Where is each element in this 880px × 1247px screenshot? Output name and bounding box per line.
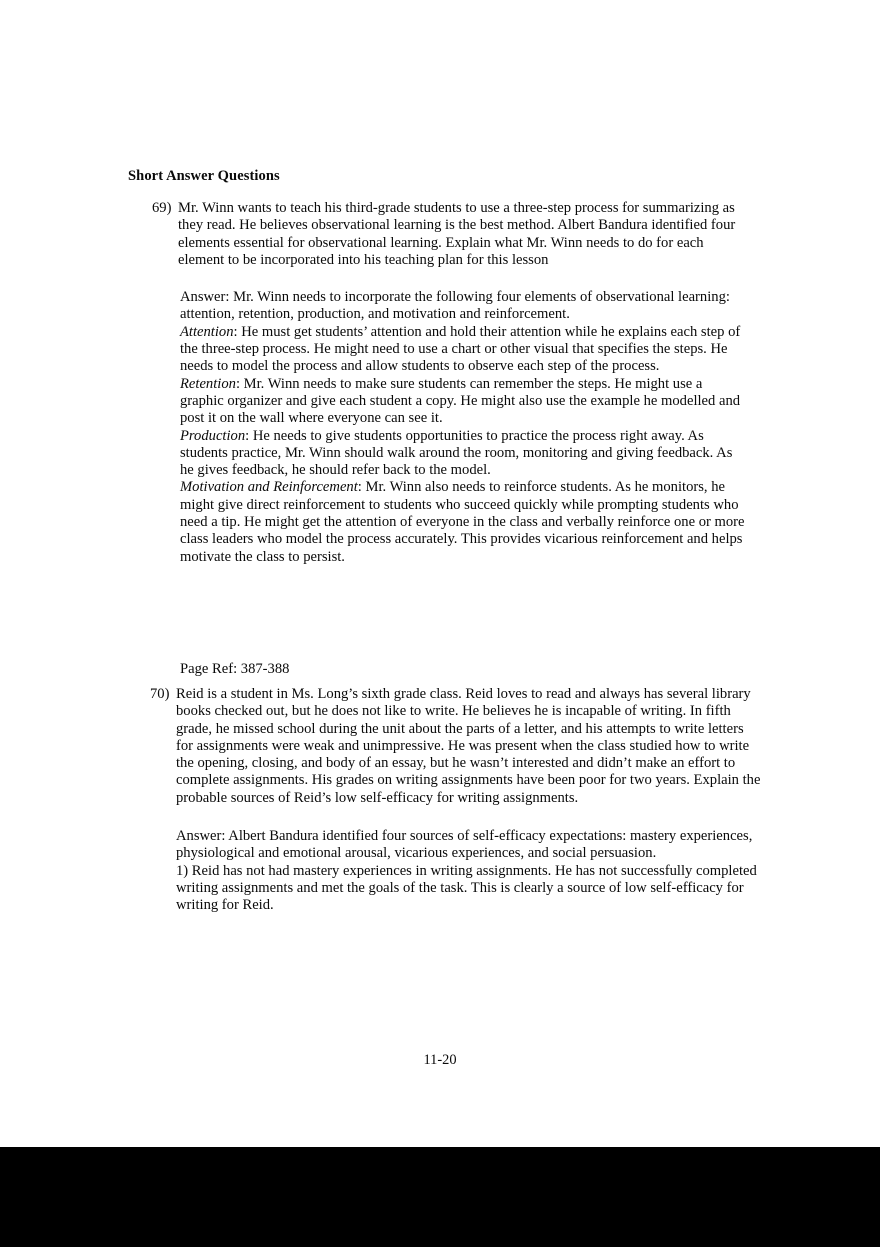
element-text-retention: : Mr. Winn needs to make sure students can remember the steps. He might use a <box>235 375 703 392</box>
answer-point-1: 1) Reid has not had mastery experiences in writing assignments. He has not successfully completed writing assignments and met the goals of the task. This is clearly a source of low self-efficacy for writing for Reid. <box>176 862 757 914</box>
answer-block <box>180 289 746 566</box>
question-row <box>150 686 761 915</box>
question-block-69 <box>152 200 752 566</box>
element-term-attention: Attention <box>180 323 234 340</box>
question-body <box>178 200 752 566</box>
question-number: 70) <box>150 686 170 702</box>
page-footer: 11-20 <box>423 1052 457 1068</box>
question-prompt: Mr. Winn wants to teach his third-grade students to use a three-step process for summarizing as they read. He believes observational learning is the best method. Albert Bandura identified four elements essential for observational learning. Explain what Mr. Winn needs to do for each element to be incorporated into his teaching plan for this lesson <box>178 200 736 268</box>
answer-element-retention <box>180 376 746 428</box>
element-text-attention: : He must get students’ attention and hold their attention while he explains each step of the three-step process. He might need to use a chart or other visual that specifies the steps. He needs to model the process and allow students to observe each step of the process. <box>180 323 741 375</box>
question-body <box>176 686 766 915</box>
question-block-70 <box>150 686 761 915</box>
section-heading: Short Answer Questions <box>128 168 280 184</box>
element-text-retention-continuation: graphic organizer and give each student a copy. He might also use the example he modelled and post it on the wall where everyone can see it. <box>180 392 741 427</box>
answer-block <box>176 828 766 914</box>
element-text-production: : He needs to give students opportunities to practice the process right away. As students practice, Mr. Winn should walk around the room, monitoring and giving feedback. As he gives feedback, he should refer back to the model. <box>180 427 733 479</box>
element-term-production: Production <box>180 427 246 444</box>
answer-element-attention <box>180 324 746 376</box>
element-text-motivation: : Mr. Winn also needs to reinforce students. As he monitors, he might give direct reinforcement to students who succeed quickly while prompting students who need a tip. He might get the attention of everyone in the class and verbally reinforce one or more class leaders who model the process accurately. This provides vicarious reinforcement and helps motivate the class to persist. <box>180 479 745 565</box>
bottom-black-band <box>0 1147 880 1247</box>
question-number: 69) <box>152 200 172 216</box>
answer-intro: Answer: Mr. Winn needs to incorporate the following four elements of observational learning: attention, retention, production, and motivation and reinforcement. <box>180 289 730 323</box>
question-row <box>152 200 752 566</box>
answer-intro: Answer: Albert Bandura identified four sources of self-efficacy expectations: mastery experiences, physiological and emotional arousal, vicarious experiences, and social persuasion. <box>176 828 753 862</box>
answer-element-motivation <box>180 479 746 565</box>
page-reference: Page Ref: 387-388 <box>180 661 290 677</box>
answer-element-production <box>180 428 746 480</box>
question-prompt: Reid is a student in Ms. Long’s sixth grade class. Reid loves to read and always has several library books checked out, but he does not like to write. He believes he is incapable of writing. In fifth grade, he missed school during the unit about the parts of a letter, and his attempts to write letters for assignments were weak and unimpressive. He was present when the class studied how to write the opening, closing, and body of an essay, but he wasn’t interested and didn’t make an effort to complete assignments. His grades on writing assignments have been poor for two years. Explain the probable sources of Reid’s low self-efficacy for writing assignments. <box>176 686 761 806</box>
element-term-retention: Retention <box>180 375 236 392</box>
element-term-motivation: Motivation and Reinforcement <box>180 479 358 496</box>
